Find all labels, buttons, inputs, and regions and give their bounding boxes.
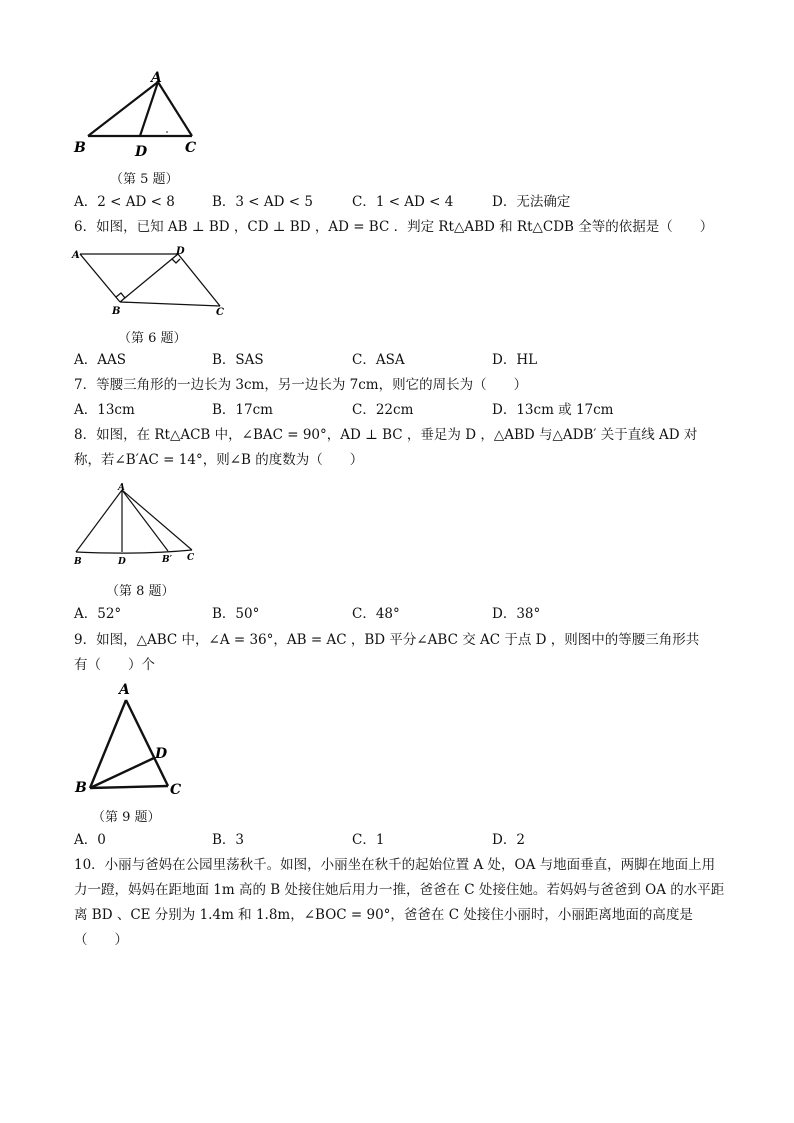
q9-option-c: C．1 [352,832,385,848]
q6-label-a: A [72,250,80,261]
q8-label-b: B [74,557,82,567]
q5-caption: （第 5 题） [110,172,179,187]
q7-option-a: A．13cm [74,402,135,418]
q5-label-b: B [74,140,86,156]
q8-stem-line2: 称，若∠B′AC = 14°，则∠B 的度数为（ ） [74,452,364,468]
q9-stem-line2: 有（ ）个 [74,657,155,673]
q8-stem-line1: 8．如图，在 Rt△ACB 中，∠BAC = 90°，AD ⊥ BC ，垂足为 D ，△ABD 与△ADB′ 关于直线 AD 对 [74,427,698,443]
q7-option-c: C．22cm [352,402,414,418]
q10-line1: 10．小丽与爸妈在公园里荡秋千。如图，小丽坐在秋千的起始位置 A 处，OA 与地面垂直，两脚在地面上用 [74,857,716,873]
q5-option-c: C．1 < AD < 4 [352,194,454,210]
q9-label-a: A [119,682,130,698]
q5-option-b: B．3 < AD < 5 [212,194,313,210]
q9-option-b: B．3 [212,832,245,848]
q8-figure [70,480,200,570]
q8-option-a: A．52° [74,606,122,622]
q10-line2: 力一蹬，妈妈在距地面 1m 高的 B 处接住她后用力一推，爸爸在 C 处接住她。若妈妈与爸爸到 OA 的水平距 [74,882,725,898]
q6-label-b: B [112,306,121,317]
q5-label-c: C [185,140,197,156]
q8-label-d: D [118,557,126,567]
q6-figure [70,244,230,318]
q8-label-c: C [187,553,195,563]
q7-stem: 7．等腰三角形的一边长为 3cm，另一边长为 7cm，则它的周长为（ ） [74,377,528,393]
q9-label-d: D [155,746,168,762]
q9-label-c: C [170,782,182,798]
q5-option-a: A．2 < AD < 8 [74,194,175,210]
q6-option-c: C．ASA [352,352,405,368]
q7-option-b: B．17cm [212,402,273,418]
q5-label-d: D [135,144,148,160]
q9-option-d: D．2 [492,832,525,848]
q8-option-c: C．48° [352,606,400,622]
q9-label-b: B [75,780,87,796]
q8-option-b: B．50° [212,606,260,622]
q6-label-d: D [176,246,185,257]
q7-option-d: D．13cm 或 17cm [492,402,614,418]
q9-stem-line1: 9．如图，△ABC 中，∠A = 36°，AB = AC ，BD 平分∠ABC 交 AC 于点 D ，则图中的等腰三角形共 [74,632,700,648]
q5-option-d: D．无法确定 [492,194,571,210]
q8-label-b-prime: B′ [162,555,172,565]
q8-caption: （第 8 题） [106,584,175,599]
q6-label-c: C [216,307,224,318]
q6-option-b: B．SAS [212,352,264,368]
q6-caption: （第 6 题） [118,331,187,346]
q6-stem: 6．如图，已知 AB ⊥ BD ，CD ⊥ BD ，AD = BC ．判定 Rt△ABD 和 Rt△CDB 全等的依据是（ ） [74,219,714,235]
q9-figure [70,678,190,800]
q9-caption: （第 9 题） [92,810,161,825]
q9-option-a: A．0 [74,832,106,848]
q10-line4: （ ） [74,932,128,948]
q5-label-a: A [151,70,162,86]
q8-option-d: D．38° [492,606,541,622]
q6-option-d: D．HL [492,352,538,368]
q6-option-a: A．AAS [74,352,126,368]
q10-line3: 离 BD 、CE 分别为 1.4m 和 1.8m，∠BOC = 90°，爸爸在 C 处接住小丽时，小丽距离地面的高度是 [74,907,693,923]
q5-figure [70,68,205,160]
q8-label-a: A [118,483,125,493]
